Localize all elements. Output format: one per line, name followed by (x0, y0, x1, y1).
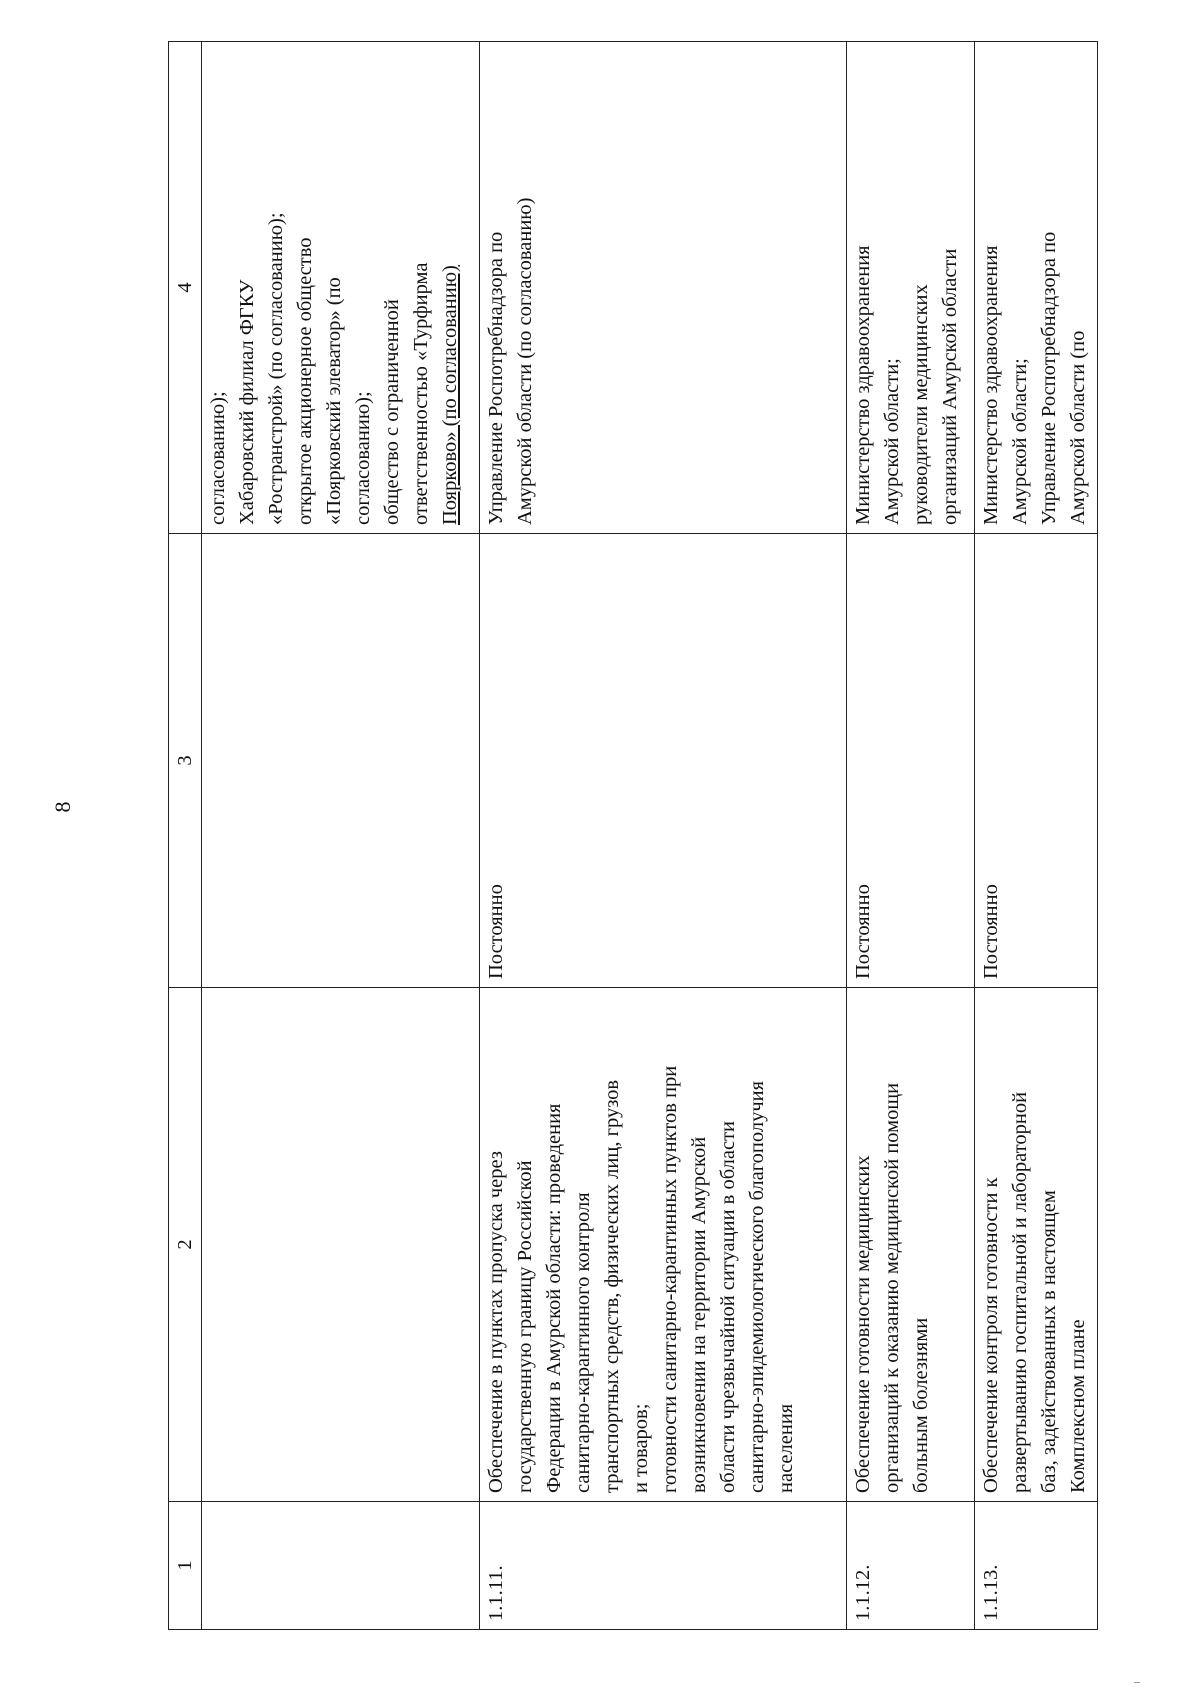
cell-number: 1.1.13. (975, 1502, 1098, 1630)
cell-term: Постоянно (480, 534, 847, 988)
text-line: санитарно-карантинного контроля (572, 1192, 594, 1493)
cell-number-empty (202, 1502, 480, 1630)
cell-number: 1.1.12. (847, 1502, 975, 1630)
text-line: «Поярковский элеватор» (по (323, 277, 345, 525)
cell-responsible (975, 42, 1098, 534)
table-body (202, 42, 1098, 1630)
text-line: Амурской области; (1009, 358, 1031, 525)
header-col-1: 1 (169, 1502, 202, 1630)
table-row-continuation (202, 42, 480, 1630)
text-line: Обеспечение в пунктах пропуска через (485, 1151, 507, 1493)
text-line: Обеспечение готовности медицинских (852, 1155, 874, 1493)
text-line: открытое акционерное общество (294, 237, 316, 525)
text-line: организаций к оказанию медицинской помощи (881, 1082, 903, 1493)
text-line: согласованию); (352, 391, 374, 525)
scan-speck (1134, 1682, 1140, 1683)
cell-description (975, 988, 1098, 1502)
table-row (480, 42, 847, 1630)
cell-term: Постоянно (847, 534, 975, 988)
text-line: транспортных средств, физических лиц, грузов (601, 1079, 623, 1493)
cell-description (480, 988, 847, 1502)
text-line: «Ространстрой» (по согласованию); (265, 212, 287, 525)
text-line: государственную границу Российской (514, 1160, 536, 1493)
table-row (975, 42, 1098, 1630)
text-line: Обеспечение контроля готовности к (980, 1177, 1002, 1493)
table-header (169, 42, 202, 1630)
cell-number: 1.1.11. (480, 1502, 847, 1630)
text-line: области чрезвычайной ситуации в области (717, 1120, 739, 1493)
cell-term: Постоянно (975, 534, 1098, 988)
cell-responsible (847, 42, 975, 534)
text-line: Министерство здравоохранения (980, 245, 1002, 525)
plan-table (168, 41, 1098, 1630)
text-line: организаций Амурской области (939, 248, 961, 525)
text-line: Комплексном плане (1067, 1319, 1089, 1493)
text-line: общество с ограниченной (381, 299, 403, 525)
header-row (169, 42, 202, 1630)
text-line: санитарно-эпидемиологического благополучия (746, 1080, 768, 1493)
cell-responsible (480, 42, 847, 534)
text-line: и товаров; (630, 1403, 652, 1493)
rotated-table-container (168, 42, 1089, 1630)
cell-description (847, 988, 975, 1502)
text-line: баз, задействованных в настоящем (1038, 1190, 1060, 1493)
cell-responsible (202, 42, 480, 534)
cell-description-empty (202, 988, 480, 1502)
header-col-2: 2 (169, 988, 202, 1502)
text-line: развертыванию госпитальной и лабораторной (1009, 1091, 1031, 1493)
text-line: населения (775, 1403, 797, 1493)
header-col-4: 4 (169, 42, 202, 534)
text-line: ответственностью «Турфирма (410, 262, 432, 525)
text-line: руководители медицинских (910, 284, 932, 525)
text-line: Поярково» (по согласованию) (439, 265, 461, 525)
text-line: согласованию); (207, 391, 229, 525)
page-number: 8 (50, 801, 75, 813)
text-line: возникновении на территории Амурской (688, 1136, 710, 1493)
text-line: Управление Роспотребнадзора по (1038, 231, 1060, 525)
text-line: Хабаровский филиал ФГКУ (236, 279, 258, 525)
table-row (847, 42, 975, 1630)
text-line: Амурской области; (881, 358, 903, 525)
text-line: Федерации в Амурской области: проведения (543, 1103, 565, 1493)
text-line: больным болезнями (910, 1317, 932, 1493)
text-line: готовности санитарно-карантинных пунктов при (659, 1065, 681, 1493)
cell-term-empty (202, 534, 480, 988)
text-line: Амурской области (по согласованию) (514, 197, 536, 525)
text-line: Министерство здравоохранения (852, 245, 874, 525)
text-line: Управление Роспотребнадзора по (485, 231, 507, 525)
text-line: Амурской области (по (1067, 330, 1089, 525)
header-col-3: 3 (169, 534, 202, 988)
